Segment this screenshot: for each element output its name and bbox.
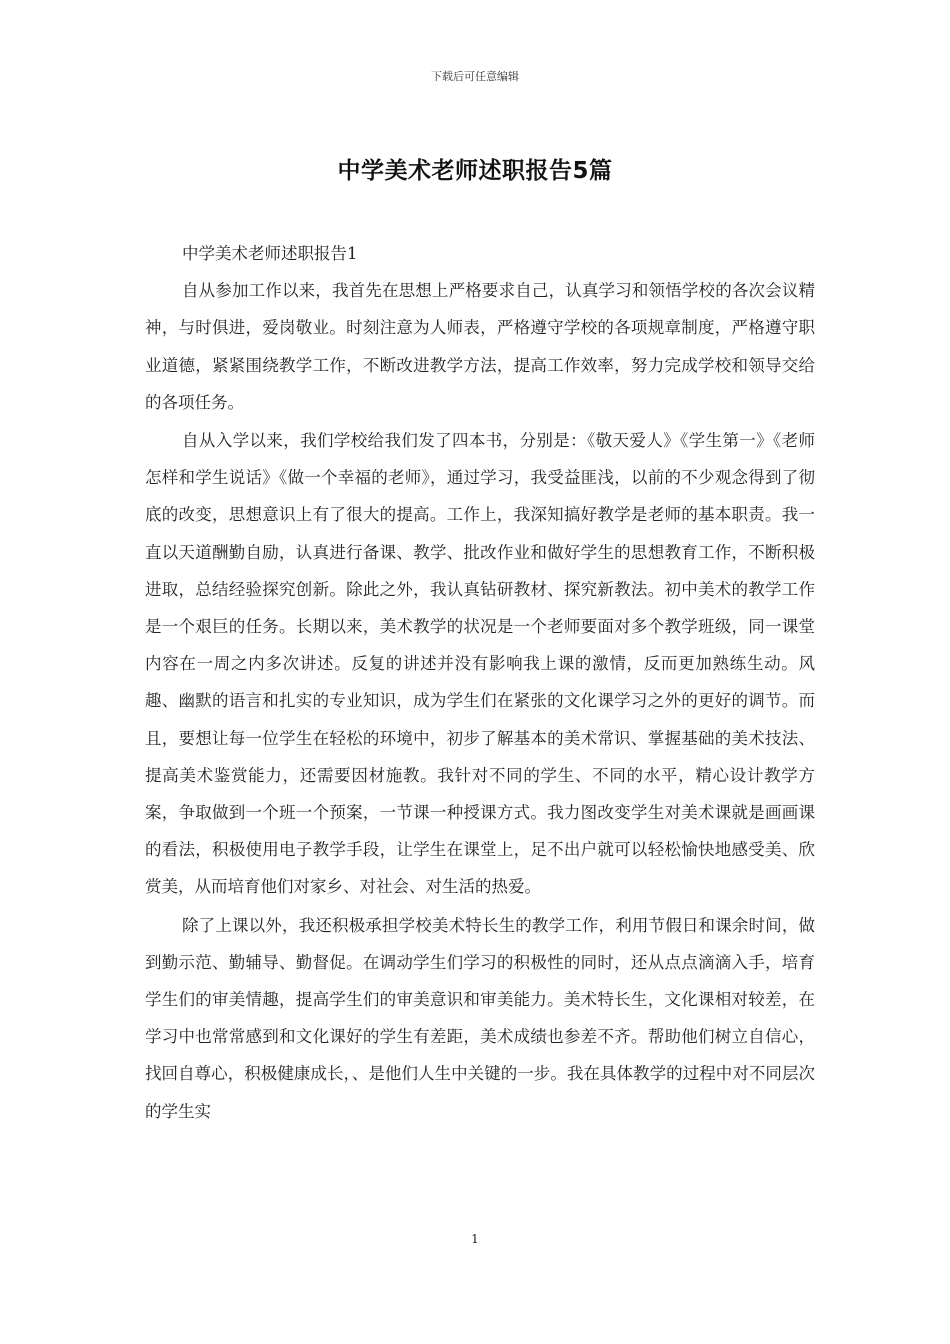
document-title: 中学美术老师述职报告5篇: [337, 158, 613, 184]
paragraph-3: 除了上课以外，我还积极承担学校美术特长生的教学工作，利用节假日和课余时间，做到勤示范、勤辅导、勤督促。在调动学生们学习的积极性的同时，还从点点滴滴入手，培育学生们的审美情趣，提高学生们的审美意识和审美能力。美术特长生，文化课相对较差，在学习中也常常感到和文化课好的学生有差距，美术成绩也参差不齐。帮助他们树立自信心，找回自尊心，积极健康成长，、是他们人生中关键的一步。我在具体教学的过程中对不同层次的学生实: [145, 915, 815, 1121]
paragraph-1: 自从参加工作以来，我首先在思想上严格要求自己，认真学习和领悟学校的各次会议精神，与时俱进，爱岗敬业。时刻注意为人师表，严格遵守学校的各项规章制度，严格遵守职业道德，紧紧围绕教学工作，不断改进教学方法，提高工作效率，努力完成学校和领导交给的各项任务。: [145, 281, 815, 412]
document-body: [145, 235, 815, 1130]
page-number: 1: [471, 1232, 479, 1246]
section-heading: 中学美术老师述职报告1: [182, 244, 358, 263]
paragraph-2: 自从入学以来，我们学校给我们发了四本书，分别是：《敬天爱人》《学生第一》《老师怎样和学生说话》《做一个幸福的老师》，通过学习，我受益匪浅，以前的不少观念得到了彻底的改变，思想意识上有了很大的提高。工作上，我深知搞好教学是老师的基本职责。我一直以天道酬勤自励，认真进行备课、教学、批改作业和做好学生的思想教育工作，不断积极进取，总结经验探究创新。除此之外，我认真钻研教材、探究新教法。初中美术的教学工作是一个艰巨的任务。长期以来，美术教学的状况是一个老师要面对多个教学班级，同一课堂内容在一周之内多次讲述。反复的讲述并没有影响我上课的激情，反而更加熟练生动。风趣、幽默的语言和扎实的专业知识，成为学生们在紧张的文化课学习之外的更好的调节。而且，要想让每一位学生在轻松的环境中，初步了解基本的美术常识、掌握基础的美术技法、提高美术鉴赏能力，还需要因材施教。我针对不同的学生、不同的水平，精心设计教学方案，争取做到一个班一个预案，一节课一种授课方式。我力图改变学生对美术课就是画画课的看法，积极使用电子教学手段，让学生在课堂上，足不出户就可以轻松愉快地感受美、欣赏美，从而培育他们对家乡、对社会、对生活的热爱。: [145, 431, 815, 897]
header-note: 下载后可任意编辑: [431, 70, 519, 83]
